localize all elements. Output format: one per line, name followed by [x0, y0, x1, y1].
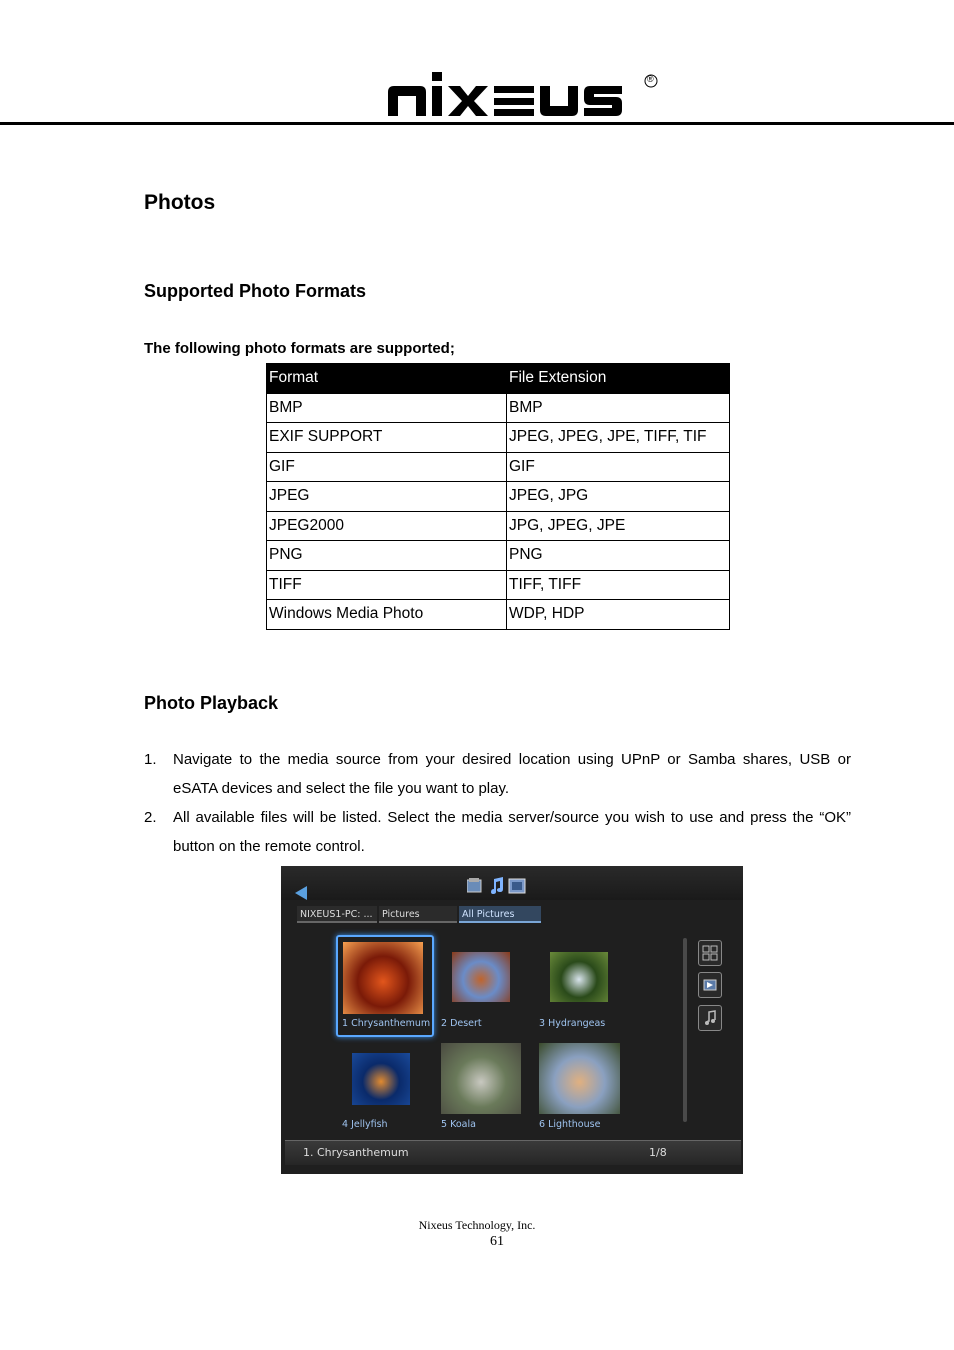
tab-all-pictures[interactable]: All Pictures: [459, 906, 541, 923]
page-number: 61: [490, 1234, 504, 1249]
nixeus-logo: [386, 70, 661, 122]
table-cell: JPEG: [267, 482, 507, 512]
music-icon[interactable]: [698, 1005, 722, 1031]
step-text: All available files will be listed. Select the media server/source you wish to use and press the “OK” button on the remote control.: [173, 809, 851, 855]
formats-lead: The following photo formats are supported;: [144, 340, 455, 357]
table-row: [267, 482, 730, 512]
grid-view-icon[interactable]: [698, 940, 722, 966]
table-cell: JPEG2000: [267, 511, 507, 541]
section-heading-formats: Supported Photo Formats: [144, 281, 366, 301]
thumbnail-image: [441, 1043, 521, 1114]
table-row: [267, 541, 730, 571]
tab-source[interactable]: NIXEUS1-PC: ...: [297, 906, 377, 923]
back-arrow-icon: [295, 886, 307, 900]
table-cell: WDP, HDP: [507, 600, 730, 630]
footer-company: Nixeus Technology, Inc.: [418, 1218, 536, 1232]
table-cell: BMP: [507, 393, 730, 423]
thumbnail-image: [452, 952, 510, 1002]
list-item: [144, 803, 851, 861]
table-row: [267, 570, 730, 600]
thumbnail-label: 3 Hydrangeas: [539, 1018, 606, 1029]
table-row: [267, 423, 730, 453]
status-title: 1. Chrysanthemum: [303, 1146, 409, 1159]
table-row: [267, 511, 730, 541]
thumbnail-label: 2 Desert: [441, 1018, 482, 1029]
tab-pictures[interactable]: Pictures: [379, 906, 457, 923]
thumbnail-image: [539, 1043, 620, 1114]
registered-mark: ®: [647, 74, 654, 84]
step-number: 2.: [144, 809, 157, 826]
thumbnail-image: [343, 942, 423, 1014]
table-header-cell: File Extension: [507, 364, 730, 394]
table-cell: EXIF SUPPORT: [267, 423, 507, 453]
table-row: [267, 393, 730, 423]
page-title: Photos: [144, 191, 216, 214]
slideshow-icon[interactable]: [698, 972, 722, 998]
table-cell: JPEG, JPEG, JPE, TIFF, TIF: [507, 423, 730, 453]
table-cell: JPEG, JPG: [507, 482, 730, 512]
thumbnail-label: 6 Lighthouse: [539, 1119, 601, 1130]
table-cell: TIFF: [267, 570, 507, 600]
status-bar: [285, 1140, 741, 1165]
formats-table: [266, 363, 730, 630]
table-cell: Windows Media Photo: [267, 600, 507, 630]
step-number: 1.: [144, 751, 157, 768]
table-cell: PNG: [507, 541, 730, 571]
status-page-count: 1/8: [649, 1146, 667, 1159]
section-heading-playback: Photo Playback: [144, 693, 279, 713]
playback-steps: [144, 745, 851, 861]
step-text: Navigate to the media source from your desired location using UPnP or Samba shares, USB or eSATA devices and select the file you want to play.: [173, 751, 851, 797]
thumbnail-image: [352, 1053, 410, 1105]
thumbnail-label: 1 Chrysanthemum: [342, 1018, 431, 1029]
photo-browser-screenshot: [281, 866, 743, 1174]
thumbnail-image: [550, 952, 608, 1002]
table-cell: PNG: [267, 541, 507, 571]
table-cell: BMP: [267, 393, 507, 423]
table-row: [267, 600, 730, 630]
table-cell: GIF: [267, 452, 507, 482]
table-header-cell: Format: [267, 364, 507, 394]
table-cell: GIF: [507, 452, 730, 482]
scrollbar[interactable]: [683, 938, 687, 1122]
thumbnail-label: 5 Koala: [441, 1119, 476, 1130]
header-rule: [0, 122, 954, 125]
table-header-row: [267, 364, 730, 394]
thumbnail-label: 4 Jellyfish: [342, 1119, 388, 1130]
table-cell: TIFF, TIFF: [507, 570, 730, 600]
table-row: [267, 452, 730, 482]
media-type-icons: [467, 876, 527, 896]
table-cell: JPG, JPEG, JPE: [507, 511, 730, 541]
list-item: [144, 745, 851, 803]
